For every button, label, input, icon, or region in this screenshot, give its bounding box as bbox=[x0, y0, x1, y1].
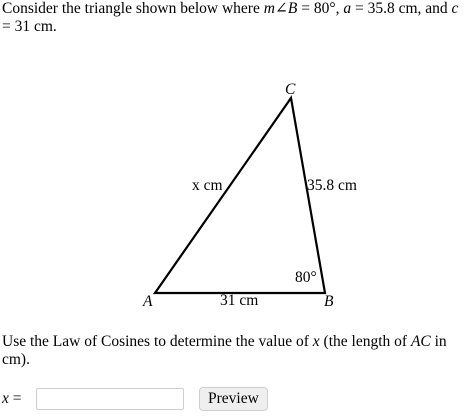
vertex-c-label: C bbox=[285, 81, 296, 98]
side-ab-label: 31 cm bbox=[220, 292, 259, 309]
side-bc-label: 35.8 cm bbox=[307, 177, 357, 194]
question-after: in cm). bbox=[2, 333, 447, 368]
question-text bbox=[2, 333, 470, 369]
preview-button[interactable]: Preview bbox=[199, 387, 268, 411]
answer-input[interactable] bbox=[36, 388, 184, 410]
question-segment: AC bbox=[410, 333, 431, 350]
var-c: c bbox=[451, 0, 459, 17]
angle-b-label: 80° bbox=[295, 269, 317, 286]
vertex-b-label: B bbox=[324, 293, 334, 310]
question-middle: (the length of bbox=[319, 333, 411, 350]
angle-expression: m∠B bbox=[263, 0, 298, 17]
side-ac-label: x cm bbox=[192, 177, 223, 194]
answer-var-x: x bbox=[2, 390, 9, 407]
answer-label bbox=[2, 390, 36, 408]
vertex-a-label: A bbox=[143, 293, 153, 310]
answer-equals: = bbox=[8, 390, 22, 407]
triangle-shape bbox=[155, 98, 325, 293]
question-var-x: x bbox=[312, 333, 320, 350]
side-a-value: = 35.8 cm, and bbox=[351, 0, 452, 17]
angle-value: = 80°, bbox=[297, 0, 344, 17]
answer-row bbox=[2, 386, 268, 412]
problem-intro: Consider the triangle shown below where bbox=[2, 0, 264, 17]
question-before: Use the Law of Cosines to determine the value of bbox=[2, 333, 313, 350]
var-a: a bbox=[343, 0, 352, 17]
side-c-value: = 31 cm. bbox=[2, 18, 57, 35]
